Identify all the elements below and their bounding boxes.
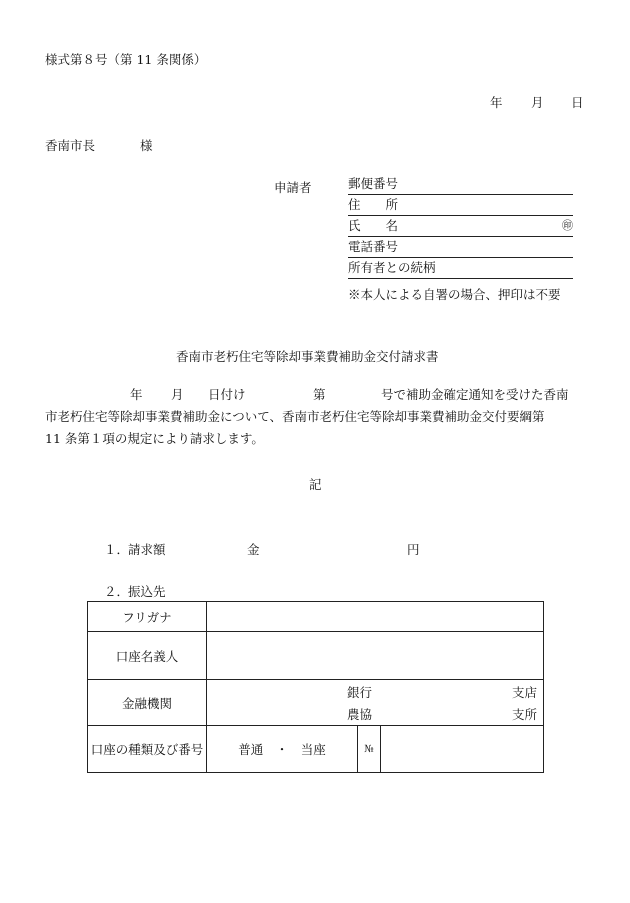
- form-number: 様式第８号（第 11 条関係）: [45, 52, 207, 67]
- branch-suffix: 支店: [512, 685, 538, 700]
- body-month: 月: [171, 387, 184, 402]
- account-holder-input[interactable]: [207, 632, 544, 680]
- shisho-suffix: 支所: [512, 707, 538, 722]
- addressee-name: 香南市長: [45, 138, 96, 153]
- bank-transfer-table: [87, 601, 544, 773]
- name-field[interactable]: [348, 216, 573, 237]
- item1-number: １．: [104, 542, 130, 557]
- body-line-1: [45, 384, 585, 406]
- item1-label: 請求額: [128, 542, 166, 557]
- name-label: 氏 名: [348, 218, 399, 233]
- number-label: №: [358, 726, 381, 773]
- seal-mark: ㊞: [562, 219, 573, 232]
- signature-note: ※本人による自署の場合、押印は不要: [348, 287, 561, 302]
- bank-input[interactable]: [207, 680, 544, 726]
- account-holder-row: [88, 632, 544, 680]
- phone-field[interactable]: [348, 237, 573, 258]
- account-type-row: [88, 726, 544, 773]
- date-month: 月: [531, 95, 544, 110]
- furigana-label: フリガナ: [88, 602, 207, 632]
- postal-code-field[interactable]: [348, 174, 573, 195]
- account-number-input[interactable]: [381, 726, 544, 773]
- phone-label: 電話番号: [348, 239, 399, 254]
- addressee-honorific: 様: [140, 138, 153, 153]
- address-field[interactable]: [348, 195, 573, 216]
- item1-kin: 金: [247, 542, 260, 557]
- nokyo-suffix: 農協: [347, 707, 373, 722]
- date-year: 年: [490, 95, 503, 110]
- item2-number: ２．: [104, 584, 130, 599]
- bank-label: 金融機関: [88, 680, 207, 726]
- relationship-field[interactable]: [348, 258, 573, 279]
- bank-row: [88, 680, 544, 726]
- body-line-3: 11 条第１項の規定により請求します。: [45, 431, 264, 446]
- item1-yen: 円: [407, 542, 420, 557]
- relationship-label: 所有者との続柄: [348, 260, 436, 275]
- furigana-row: [88, 602, 544, 632]
- bank-suffix: 銀行: [347, 685, 373, 700]
- account-type-options[interactable]: 普通 ・ 当座: [207, 726, 358, 773]
- account-type-label: 口座の種類及び番号: [88, 726, 207, 773]
- item2-label: 振込先: [128, 584, 166, 599]
- ki-heading: 記: [309, 477, 322, 492]
- document-title: 香南市老朽住宅等除却事業費補助金交付請求書: [176, 349, 439, 364]
- body-year: 年: [130, 387, 143, 402]
- date-day: 日: [571, 95, 584, 110]
- body-date-suffix: 日付け: [208, 387, 246, 402]
- furigana-input[interactable]: [207, 602, 544, 632]
- body-notice-text: 号で補助金確定通知を受けた香南: [381, 387, 569, 402]
- body-dai: 第: [313, 387, 326, 402]
- applicant-heading: 申請者: [274, 180, 312, 195]
- postal-code-label: 郵便番号: [348, 176, 399, 191]
- address-label: 住 所: [348, 197, 399, 212]
- body-line-2: 市老朽住宅等除却事業費補助金について、香南市老朽住宅等除却事業費補助金交付要綱第: [45, 409, 545, 424]
- account-holder-label: 口座名義人: [88, 632, 207, 680]
